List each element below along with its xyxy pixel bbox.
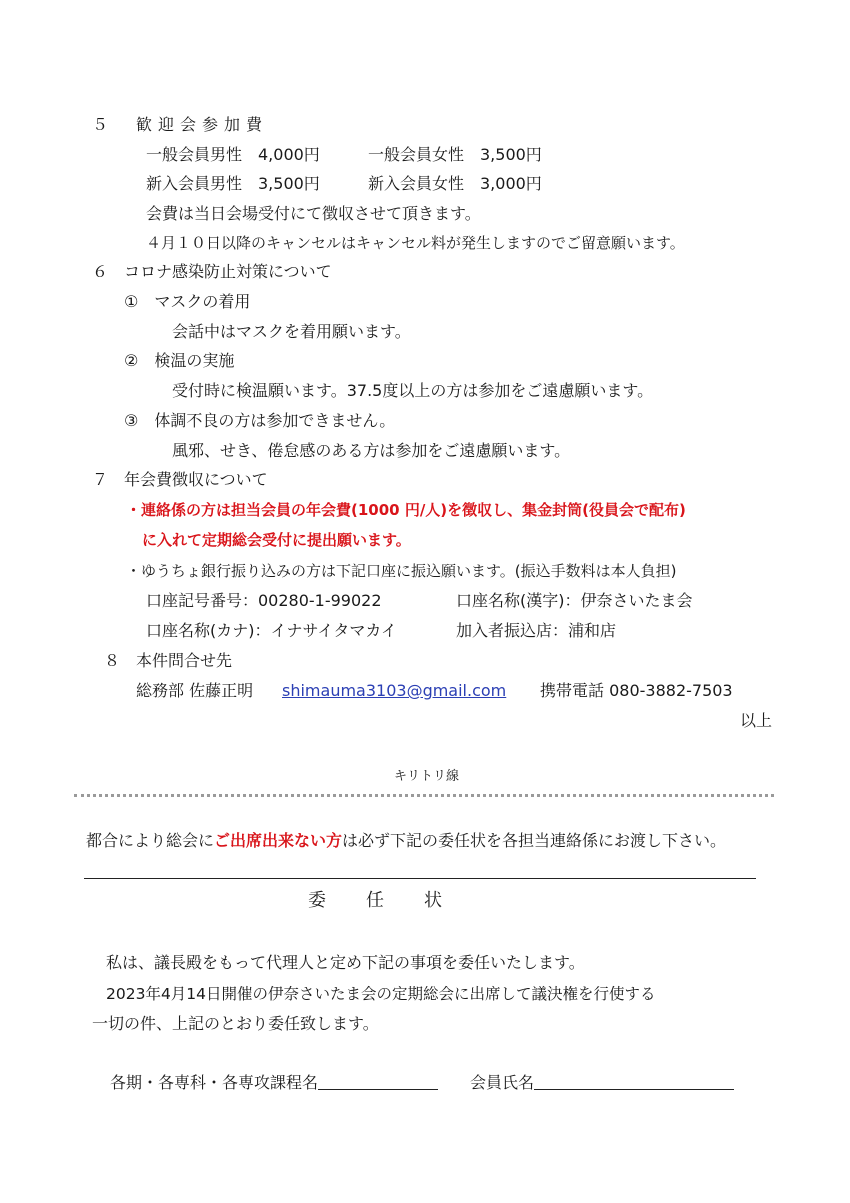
account-name-kana: 口座名称(カナ)：イナサイタマカイ: [146, 621, 397, 640]
cut-line-dotted-rule: [74, 794, 774, 797]
mask-item-text: 会話中はマスクを着用願います。: [172, 322, 411, 341]
proxy-notice-before: 都合により総会に: [86, 831, 215, 850]
fee-collection-instruction-line2: に入れて定期総会受付に提出願います。: [142, 531, 411, 549]
account-number: 口座記号番号：00280-1-99022: [146, 591, 382, 610]
proxy-form-title: 委任状: [308, 890, 482, 911]
contact-phone: 携帯電話 080-3882-7503: [540, 681, 733, 700]
illness-item-text: 風邪、せき、倦怠感のある方は参加をご遠慮願います。: [172, 441, 571, 460]
section5-heading: ５ 歓迎会参加費: [92, 115, 269, 134]
fee-collection-instruction-line1: ・連絡係の方は担当会員の年会費(1000 円/人)を徴収し、集金封筒(役員会で配布): [126, 501, 686, 519]
fee-collection-note: 会費は当日会場受付にて徴収させて頂きます。: [146, 204, 481, 223]
proxy-divider: [84, 878, 756, 879]
temperature-item-text: 受付時に検温願います。37.5度以上の方は参加をご遠慮願います。: [172, 381, 654, 400]
proxy-notice-highlight: ご出席出来ない方: [214, 831, 343, 850]
cut-line-label: キリトリ線: [394, 769, 460, 784]
illness-item-title: ③ 体調不良の方は参加できません。: [124, 411, 396, 430]
cohort-field-blank[interactable]: [318, 1073, 438, 1090]
account-branch: 加入者振込店：浦和店: [456, 621, 617, 640]
proxy-form-line1: 私は、議長殿をもって代理人と定め下記の事項を委任いたします。: [106, 953, 585, 972]
member-name-field: [470, 1072, 734, 1094]
mask-item-title: ① マスクの着用: [124, 292, 251, 311]
proxy-notice-after: は必ず下記の委任状を各担当連絡係にお渡し下さい。: [342, 831, 727, 850]
section7-heading: ７ 年会費徴収について: [92, 470, 268, 489]
proxy-form-line2: 2023年4月14日開催の伊奈さいたま会の定期総会に出席して議決権を行使する: [106, 985, 656, 1003]
section8-heading: ８ 本件問合せ先: [104, 651, 233, 670]
member-name-field-blank[interactable]: [534, 1073, 734, 1090]
temperature-item-title: ② 検温の実施: [124, 351, 235, 370]
account-name-kanji: 口座名称(漢字)：伊奈さいたま会: [456, 591, 693, 610]
closing-ijo: 以上: [740, 711, 773, 730]
fee-new-male: 新入会員男性 3,500円: [146, 174, 320, 193]
member-name-field-label: 会員氏名: [470, 1073, 535, 1092]
fee-general-male: 一般会員男性 4,000円: [146, 145, 320, 164]
cohort-field: [110, 1072, 438, 1094]
cohort-field-label: 各期・各専科・各専攻課程名: [110, 1073, 319, 1092]
bank-transfer-note: ・ゆうちょ銀行振り込みの方は下記口座に振込願います。(振込手数料は本人負担): [126, 562, 677, 580]
contact-person: 総務部 佐藤正明: [136, 681, 254, 700]
contact-email-link[interactable]: shimauma3103@gmail.com: [282, 681, 507, 700]
cancellation-note: ４月１０日以降のキャンセルはキャンセル料が発生しますのでご留意願います。: [146, 234, 685, 252]
section6-heading: ６ コロナ感染防止対策について: [92, 262, 332, 281]
fee-new-female: 新入会員女性 3,000円: [368, 174, 542, 193]
proxy-form-line3: 一切の件、上記のとおり委任致します。: [92, 1014, 379, 1033]
fee-general-female: 一般会員女性 3,500円: [368, 145, 542, 164]
proxy-notice: [86, 830, 726, 852]
